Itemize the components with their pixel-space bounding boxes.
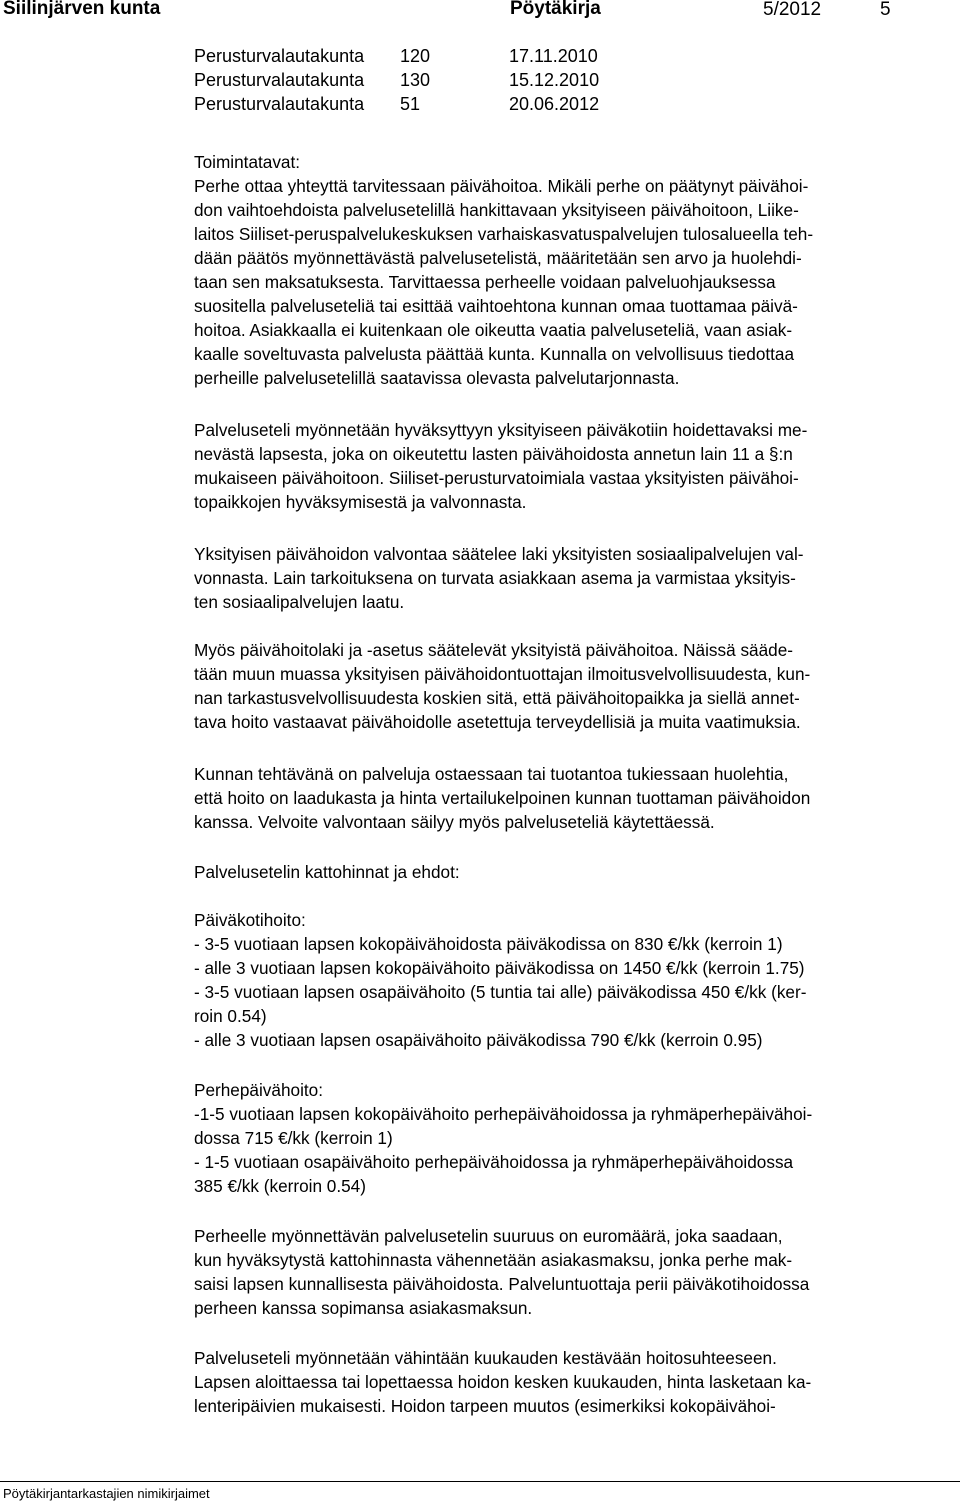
meeting-section: 130 <box>400 70 431 90</box>
price-line: 385 €/kk (kerroin 0.54) <box>194 1176 366 1196</box>
price-line: -1-5 vuotiaan lapsen kokopäivähoito perhepäivähoidossa ja ryhmäperhepäivähoi- <box>194 1104 813 1124</box>
section-heading: Toimintatavat: <box>194 152 301 172</box>
body-line: kun hyväksytystä kattohinnasta vähennetään asiakasmaksu, jonka perhe mak- <box>194 1250 793 1270</box>
body-line: Palveluseteli myönnetään vähintään kuukauden kestävään hoitosuhteeseen. <box>194 1348 777 1368</box>
meeting-date: 20.06.2012 <box>509 94 600 114</box>
meeting-body: Perusturvalautakunta <box>194 94 365 114</box>
body-line: perheille palvelusetelillä saatavissa olevasta palvelutarjonnasta. <box>194 368 680 388</box>
body-line: tava hoito vastaavat päivähoidolle asetettuja terveydellisiä ja muita vaatimuksia. <box>194 712 801 732</box>
price-line: - 3-5 vuotiaan lapsen kokopäivähoidosta päiväkodissa on 830 €/kk (kerroin 1) <box>194 934 783 954</box>
body-line: don vaihtoehdoista palvelusetelillä hankittavaan yksityiseen päivähoitoon, Liike- <box>194 200 799 220</box>
document-type: Pöytäkirja <box>510 0 601 19</box>
meeting-body: Perusturvalautakunta <box>194 46 365 66</box>
footer-initials-label: Pöytäkirjantarkastajien nimikirjaimet <box>3 1486 210 1501</box>
body-line: Myös päivähoitolaki ja -asetus säätelevät yksityistä päivähoitoa. Näissä sääde- <box>194 640 794 660</box>
body-line: ten sosiaalipalvelujen laatu. <box>194 592 405 612</box>
body-line: nan tarkastusvelvollisuudesta koskien sitä, että päivähoitopaikka ja siellä annet- <box>194 688 800 708</box>
body-line: mukaiseen päivähoitoon. Siiliset-perusturvatoimiala vastaa yksityisten päivähoi- <box>194 468 799 488</box>
body-line: tään muun muassa yksityisen päivähoidontuottajan ilmoitusvelvollisuudesta, kun- <box>194 664 811 684</box>
body-line: hoitoa. Asiakkaalla ei kuitenkaan ole oikeutta vaatia palveluseteliä, vaan asiak- <box>194 320 793 340</box>
body-line: Perheelle myönnettävän palvelusetelin suuruus on euromäärä, joka saadaan, <box>194 1226 783 1246</box>
body-line: Lapsen aloittaessa tai lopettaessa hoidon kesken kuukauden, hinta lasketaan ka- <box>194 1372 812 1392</box>
body-line: Kunnan tehtävänä on palveluja ostaessaan tai tuotantoa tukiessaan huolehtia, <box>194 764 789 784</box>
municipality-name: Siilinjärven kunta <box>3 0 161 19</box>
body-line: kaalle soveltuvasta palvelusta päättää kunta. Kunnalla on velvollisuus tiedottaa <box>194 344 795 364</box>
price-line: - alle 3 vuotiaan lapsen kokopäivähoito päiväkodissa on 1450 €/kk (kerroin 1.75) <box>194 958 805 978</box>
meeting-date: 17.11.2010 <box>509 46 598 66</box>
body-line: nevästä lapsesta, joka on oikeutettu lasten päivähoidosta annetun lain 11 a §:n <box>194 444 793 464</box>
body-line: taan sen maksatuksesta. Tarvittaessa perheelle voidaan palveluohjauksessa <box>194 272 776 292</box>
section-heading: Päiväkotihoito: <box>194 910 306 930</box>
meeting-section: 51 <box>400 94 421 114</box>
body-line: suositella palveluseteliä tai esittää vaihtoehtona kunnan omaa tuottamaa päivä- <box>194 296 798 316</box>
body-line: Yksityisen päivähoidon valvontaa säätelee laki yksityisten sosiaalipalvelujen val- <box>194 544 804 564</box>
body-line: saisi lapsen kunnallisesta päivähoidosta. Palveluntuottaja perii päiväkotihoidossa <box>194 1274 810 1294</box>
body-line: Palveluseteli myönnetään hyväksyttyyn yksityiseen päiväkotiin hoidettavaksi me- <box>194 420 808 440</box>
document-number: 5/2012 <box>763 0 822 20</box>
body-line: kanssa. Velvoite valvontaan säilyy myös palveluseteliä käytettäessä. <box>194 812 715 832</box>
body-line: laitos Siiliset-peruspalvelukeskuksen varhaiskasvatuspalvelujen tulosalueella teh- <box>194 224 814 244</box>
section-heading: Palvelusetelin kattohinnat ja ehdot: <box>194 862 460 882</box>
page-number: 5 <box>880 0 891 20</box>
body-line: lenteripäivien mukaisesti. Hoidon tarpeen muutos (esimerkiksi kokopäivähoi- <box>194 1396 776 1416</box>
footer-divider <box>0 1481 960 1482</box>
price-line: - alle 3 vuotiaan lapsen osapäivähoito päiväkodissa 790 €/kk (kerroin 0.95) <box>194 1030 763 1050</box>
meeting-section: 120 <box>400 46 431 66</box>
section-heading: Perhepäivähoito: <box>194 1080 323 1100</box>
price-line: - 1-5 vuotiaan osapäivähoito perhepäivähoidossa ja ryhmäperhepäivähoidossa <box>194 1152 794 1172</box>
body-line: Perhe ottaa yhteyttä tarvitessaan päivähoitoa. Mikäli perhe on päätynyt päivähoi- <box>194 176 809 196</box>
meeting-date: 15.12.2010 <box>509 70 600 90</box>
price-line: - 3-5 vuotiaan lapsen osapäivähoito (5 tuntia tai alle) päiväkodissa 450 €/kk (ker- <box>194 982 807 1002</box>
body-line: topaikkojen hyväksymisestä ja valvonnasta. <box>194 492 527 512</box>
body-line: vonnasta. Lain tarkoituksena on turvata asiakkaan asema ja varmistaa yksityis- <box>194 568 796 588</box>
body-line: että hoito on laadukasta ja hinta vertailukelpoinen kunnan tuottaman päivähoidon <box>194 788 811 808</box>
body-line: dään päätös myönnettävästä palvelusetelistä, määritetään sen arvo ja huolehdi- <box>194 248 802 268</box>
meeting-body: Perusturvalautakunta <box>194 70 365 90</box>
body-line: perheen kanssa sopimansa asiakasmaksun. <box>194 1298 533 1318</box>
price-line: dossa 715 €/kk (kerroin 1) <box>194 1128 393 1148</box>
price-line: roin 0.54) <box>194 1006 267 1026</box>
